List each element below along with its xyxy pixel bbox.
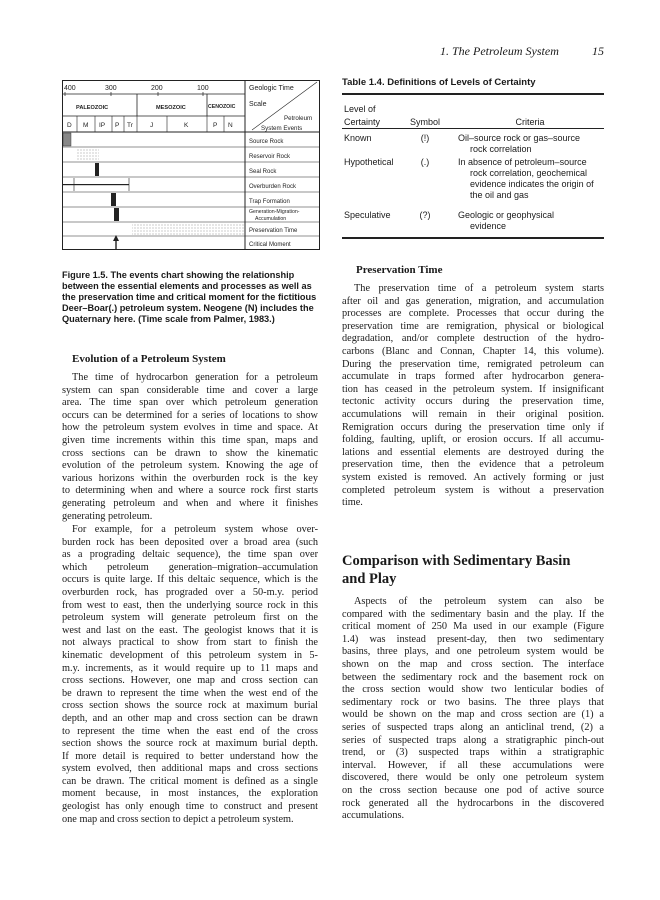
event-seal-rock: Seal Rock	[249, 169, 277, 175]
event-preservation-time: Preservation Time	[249, 228, 298, 234]
event-source-rock: Source Rock	[249, 139, 284, 145]
page-number: 15	[592, 44, 604, 58]
legend-system-events: System Events	[261, 125, 303, 132]
row-speculative-criteria: Geologic or geophysical evidence	[458, 210, 555, 231]
legend-petroleum: Petroleum	[284, 115, 313, 122]
event-critical-moment: Critical Moment	[249, 242, 291, 248]
period-label: Tr	[127, 122, 133, 129]
heading-preservation-time: Preservation Time	[356, 264, 443, 276]
left-paragraph-1: The time of hydrocarbon generation for a petroleum system can span considerable time and cover a large area. The time span over which petroleum generation occurs can be determined for a series of locations to show how the petroleum system evolves in time and space. At given time increments within this time span, maps and cross sections can be drawn to show the kinematic evolution of the petroleum system. Knowing the age of various horizons within the overburden rock is the key to determining when and where a source rock first starts generating petroleum and when and where it finishes generating petroleum.	[62, 372, 318, 522]
table-header-rule	[342, 128, 604, 129]
period-label: M	[83, 122, 89, 129]
era-label: PALEOZOIC	[76, 105, 109, 111]
period-label: P	[115, 122, 120, 129]
preservation-time-fill	[132, 223, 244, 235]
period-label: IP	[99, 122, 106, 129]
row-known-level: Known	[344, 133, 372, 143]
trap-formation-bar	[111, 193, 116, 206]
caption-line: between the essential elements and processes as well as	[62, 281, 312, 291]
gma-bar	[114, 208, 119, 221]
period-label: K	[184, 122, 189, 129]
event-reservoir-rock: Reservoir Rock	[249, 154, 291, 160]
caption-line: Quaternary here. (Time scale from Palmer, 1983.)	[62, 314, 275, 324]
header-symbol: Symbol	[409, 117, 440, 127]
event-overburden-rock: Overburden Rock	[249, 184, 297, 190]
left-paragraph-2: For example, for a petroleum system whose over- burden rock has been deposited over a broad area (such as a prograding deltaic sequence), the time span over which petroleum generation–migration–accumulation occurs is quite large. If this deltaic sequence, which is the overburden rock, has prograded over a 50-m.y. period from west to east, then the underlying source rock in this petroleum system will generate petroleum first on the west and last on the east. The geologist knows that it is not always practical to show from start to finish the kinematic development of this petroleum system in 5- m.y. increments, as it would require up to 11 maps and cross sections. However, one map and cross section can be drawn to represent the time when the west end of the cross section shows the source rock at maximum burial depth, and an other map and cross section can be drawn to represent the time when the east end of the cross section shows the source rock at maximum burial depth. If more detail is required to better understand how the system evolved, then additional maps and cross sections can be drawn. The critical moment is defined as a single moment because, in most instances, the exploration geologist has only enough time to construct and present one map and cross section to depict a petroleum system.	[62, 524, 318, 825]
right-paragraph-1: The preservation time of a petroleum system starts after oil and gas generation, migration, and accumulation processes are complete. Processes that occur during the preservation time are remigration, physical or biological degradation, and/or complete destruction of the hydro- carbons (Blanc and Connan, Chapter 14, this volume). During the preservation time, remigrated petroleum can accumulate in traps formed after hydrocarbon genera- tion has ceased in the petroleum system. If insignificant tectonic activity occurs during the preservation time, accumulations will remain in their original position. Remigration occurs during the preservation time only if folding, faulting, uplift, or erosion occurs. If all accumu- lations and essential elements are destroyed during the preservation time, then the evidence that a petroleum system existed is removed. An actively forming or just completed petroleum system is without a preservation time.	[342, 283, 604, 509]
row-hypothetical-symbol: (.)	[420, 157, 430, 167]
tick-label: 400	[64, 85, 76, 92]
table-title: Table 1.4. Definitions of Levels of Certainty	[342, 77, 536, 88]
row-speculative-symbol: (?)	[419, 210, 431, 220]
table-top-rule	[342, 93, 604, 95]
overburden-rock-bar	[63, 184, 129, 185]
seal-rock-bar	[95, 163, 99, 176]
tick-label: 300	[105, 85, 117, 92]
header-criteria: Criteria	[515, 117, 545, 127]
period-label: D	[67, 122, 72, 129]
table-bottom-rule	[342, 237, 604, 239]
events-chart	[62, 80, 320, 250]
tick-label: 100	[197, 85, 209, 92]
axis-label: Geologic Time	[249, 85, 294, 92]
row-known-symbol: (!)	[420, 133, 430, 143]
period-label: P	[213, 122, 218, 129]
heading-comparison: Comparison with Sedimentary Basin and Play	[342, 553, 571, 587]
period-label: N	[228, 122, 233, 129]
caption-line: Figure 1.5. The events chart showing the relationship	[62, 270, 295, 280]
era-label: CENOZOIC	[208, 104, 236, 110]
header-level-line1: Level of	[344, 104, 376, 114]
caption-line: Deer–Boar(.) petroleum system. Neogene (N) includes the	[62, 303, 314, 313]
source-rock-bar	[63, 133, 71, 146]
row-known-criteria: Oil–source rock or gas–source rock correlation	[458, 133, 581, 154]
row-hypothetical-level: Hypothetical	[344, 157, 394, 167]
right-paragraph-2: Aspects of the petroleum system can also be compared with the sedimentary basin and the play. If the critical moment of 250 Ma used in our example (Figure 1.4) was instead present-day, then two sedimentary basins, three plays, and one petroleum system would be shown on the map and cross section. The interface between the sedimentary rock and the basement rock on the cross section would show two lenticular bodies of sedimentary rock or two basins. The three plays that would be shown on the map and cross section are (1) a series of suspected traps along an anticlinal trend, (2) a series of suspected traps along a stratigraphic pinch-out trend, or (3) suspected traps within a stratigraphic interval. However, if all these accumulations were discovered, there would be only one petroleum system on the cross section because one pod of active source rock generated all the hydrocarbons in the discovered accumulations.	[342, 596, 604, 822]
row-speculative-level: Speculative	[344, 210, 391, 220]
figure-caption	[62, 270, 330, 325]
heading-evolution: Evolution of a Petroleum System	[72, 353, 226, 365]
critical-moment-arrow	[113, 235, 119, 249]
running-title: 1. The Petroleum System	[440, 44, 559, 58]
event-trap-formation: Trap Formation	[249, 199, 290, 205]
scale-label: Scale	[249, 101, 267, 108]
event-gma-line2: Accumulation	[255, 216, 287, 222]
tick-label: 200	[151, 85, 163, 92]
header-level-line2: Certainty	[344, 117, 381, 127]
row-hypothetical-criteria: In absence of petroleum–source rock correlation, geochemical evidence indicates the origin of the oil and gas	[458, 157, 594, 200]
reservoir-rock-fill	[77, 148, 99, 161]
caption-line: the preservation time and critical moment for the fictitious	[62, 292, 317, 302]
period-label: J	[150, 122, 154, 129]
era-label: MESOZOIC	[156, 105, 186, 111]
event-gma-line1: Generation-Migration-	[249, 209, 300, 215]
